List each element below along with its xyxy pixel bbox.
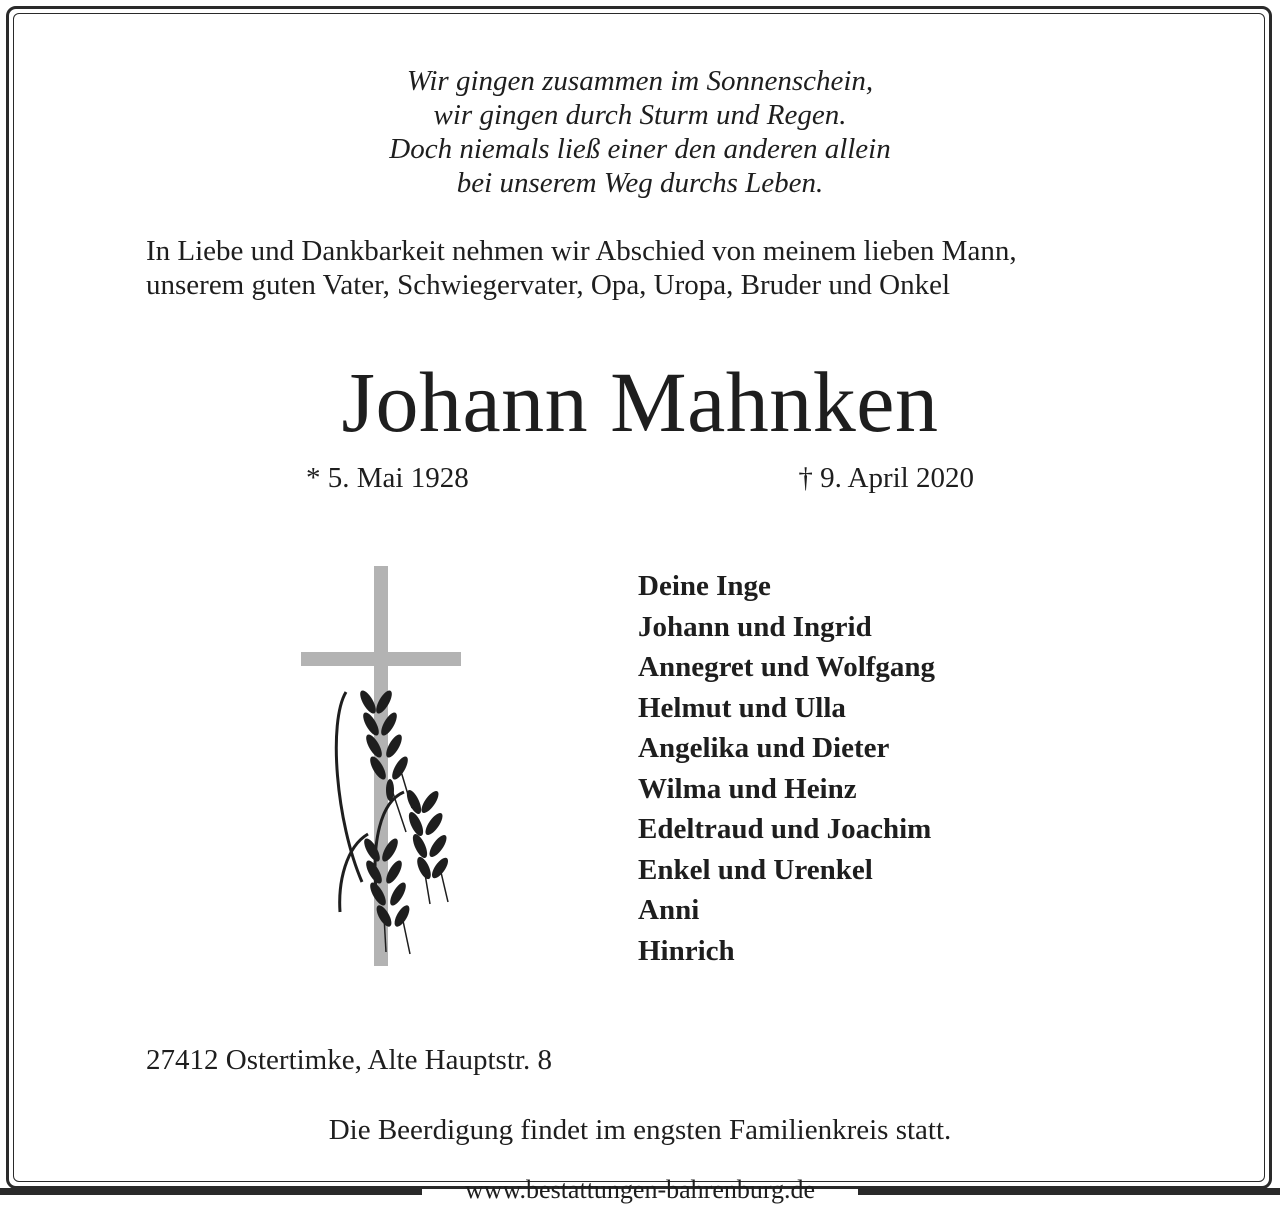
mourners-list xyxy=(638,566,935,971)
mourner-name: Helmut und Ulla xyxy=(638,691,846,724)
farewell-line: In Liebe und Dankbarkeit nehmen wir Abschied von meinem lieben Mann, xyxy=(146,235,1017,267)
mourner-name: Edeltraud und Joachim xyxy=(638,813,932,845)
mourner-name: Hinrich xyxy=(638,934,735,967)
poem-line: wir gingen durch Sturm und Regen. xyxy=(433,99,847,131)
deceased-name: Johann Mahnken xyxy=(341,354,939,450)
poem-line: Wir gingen zusammen im Sonnenschein, xyxy=(406,65,874,97)
farewell-line: unserem guten Vater, Schwiegervater, Opa, Uropa, Bruder und Onkel xyxy=(146,269,951,301)
poem-line: bei unserem Weg durchs Leben. xyxy=(456,167,824,199)
farewell-text xyxy=(146,234,1186,302)
mourner-name: Anni xyxy=(638,894,700,926)
poem-line: Doch niemals ließ einer den anderen allein xyxy=(389,133,891,165)
mourner-name: Enkel und Urenkel xyxy=(638,853,873,886)
website-url: www.bestattungen-bahrenburg.de xyxy=(464,1175,816,1204)
birth-date: * 5. Mai 1928 xyxy=(306,462,469,494)
mourner-name: Johann und Ingrid xyxy=(638,610,872,643)
mourner-name: Wilma und Heinz xyxy=(638,772,857,805)
mourner-name: Annegret und Wolfgang xyxy=(638,651,936,683)
poem xyxy=(0,64,1280,200)
mourner-name: Deine Inge xyxy=(638,570,771,602)
death-date: † 9. April 2020 xyxy=(798,462,974,494)
mourner-name: Angelika und Dieter xyxy=(638,732,890,764)
address: 27412 Ostertimke, Alte Hauptstr. 8 xyxy=(146,1044,552,1076)
cross-with-wheat-icon xyxy=(296,562,466,970)
funeral-note: Die Beerdigung findet im engsten Familienkreis statt. xyxy=(328,1114,952,1146)
